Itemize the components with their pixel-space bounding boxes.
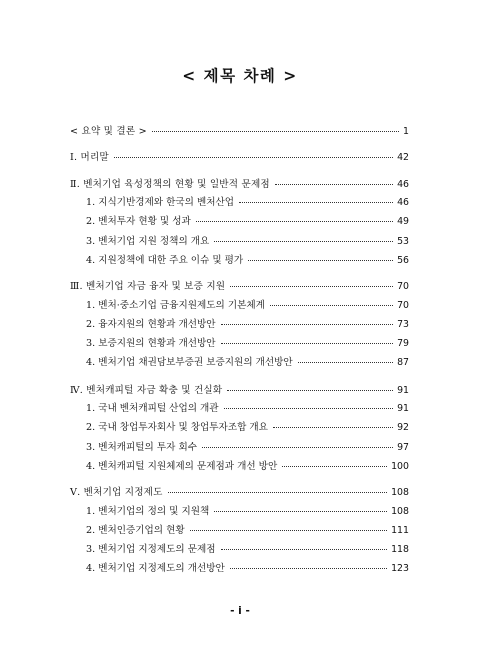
toc-page-number: 123 [391,563,409,574]
toc-page-number: 87 [397,357,409,368]
toc-page-number: 92 [397,422,409,433]
toc-dot-leader [270,305,393,306]
toc-section-entry [86,461,409,473]
toc-dot-leader [239,202,393,203]
toc-entry-title: 1. 국내 벤처캐피털 산업의 개관 [86,403,219,414]
toc-section-entry [86,236,409,248]
toc-section-entry [86,563,409,575]
toc-dot-leader [168,492,387,493]
toc-chapter-entry [70,179,409,191]
toc-entry-title: Ⅲ. 벤처기업 자금 융자 및 보증 지원 [70,281,226,292]
toc-dot-leader [196,221,393,222]
toc-dot-leader [248,260,393,261]
toc-dot-leader [152,131,399,132]
toc-dot-leader [275,184,393,185]
toc-page-number: 108 [391,487,409,498]
toc-page-number: 91 [397,403,409,414]
toc-section-entry [86,506,409,518]
toc-dot-leader [202,447,393,448]
toc-page-number: 70 [397,300,409,311]
toc-dot-leader [230,286,393,287]
toc-page-number: 1 [403,126,409,137]
toc-dot-leader [298,362,393,363]
toc-entry-title: < 요약 및 결론 > [70,126,147,137]
toc-page-number: 108 [391,506,409,517]
toc-page-number: 79 [397,338,409,349]
toc-section-entry [86,422,409,434]
toc-page-number: 70 [397,281,409,292]
toc-section-entry [86,216,409,228]
toc-entry-title: 4. 벤처기업 지정제도의 개선방안 [86,563,225,574]
toc-entry-title: 2. 국내 창업투자회사 및 창업투자조합 개요 [86,422,268,433]
toc-section-entry [86,319,409,331]
toc-entry-title: 4. 벤처캐피털 지원체제의 문제점과 개선 방안 [86,461,278,472]
toc-page-number: 100 [391,461,409,472]
toc-page-number: 56 [397,255,409,266]
toc-section-entry [86,442,409,454]
toc-entry-title: 4. 벤처기업 채권담보부증권 보증지원의 개선방안 [86,357,293,368]
toc-section-entry [86,357,409,369]
toc-dot-leader [230,568,387,569]
toc-section-entry [86,403,409,415]
toc-section-entry [86,197,409,209]
toc-dot-leader [221,324,394,325]
toc-entry-title: 3. 벤처기업 지정제도의 문제점 [86,544,216,555]
toc-dot-leader [273,427,393,428]
toc-dot-leader [227,390,393,391]
toc-dot-leader [214,241,393,242]
toc-chapter-entry [70,152,409,164]
toc-entry-title: 1. 벤처기업의 정의 및 지원책 [86,506,210,517]
toc-page-number: 91 [397,385,409,396]
toc-section-entry [86,338,409,350]
toc-section-entry [86,525,409,537]
toc-entry-title: 2. 융자지원의 현황과 개선방안 [86,319,216,330]
toc-page-number: 53 [397,236,409,247]
toc-page-number: 49 [397,216,409,227]
toc-chapter-entry [70,281,409,293]
toc-dot-leader [214,511,387,512]
toc-page-number: 42 [397,152,409,163]
toc-entry-title: 2. 벤처인증기업의 현황 [86,525,185,536]
toc-entry-title: Ⅰ. 머리말 [70,152,109,163]
page-title: < 제목 차례 > [182,66,298,85]
toc-page-number: 97 [397,442,409,453]
toc-page-number: 118 [391,544,409,555]
toc-dot-leader [221,549,388,550]
page-number-footer: - i - [230,605,250,617]
toc-page-number: 111 [391,525,409,536]
toc-entry-title: 1. 지식기반경제와 한국의 벤처산업 [86,197,235,208]
toc-section-entry [86,255,409,267]
toc-dot-leader [221,343,394,344]
toc-dot-leader [224,408,394,409]
toc-entry-title: Ⅳ. 벤처캐피털 자금 확충 및 건실화 [70,385,223,396]
toc-page-number: 73 [397,319,409,330]
toc-entry-title: 1. 벤처·중소기업 금융지원제도의 기본체계 [86,300,265,311]
toc-dot-leader [114,157,393,158]
toc-dot-leader [282,466,387,467]
toc-section-entry [86,300,409,312]
toc-entry-title: 2. 벤처투자 현황 및 성과 [86,216,191,227]
toc-entry-title: 3. 보증지원의 현황과 개선방안 [86,338,216,349]
toc-entry-title: 3. 벤처캐피털의 투자 회수 [86,442,197,453]
toc-page-number: 46 [397,179,409,190]
toc-entry-title: 4. 지원정책에 대한 주요 이슈 및 평가 [86,255,244,266]
toc-chapter-entry [70,126,409,138]
toc-page-number: 46 [397,197,409,208]
toc-section-entry [86,544,409,556]
toc-chapter-entry [70,487,409,499]
toc-chapter-entry [70,385,409,397]
toc-dot-leader [190,530,387,531]
toc-entry-title: 3. 벤처기업 지원 정책의 개요 [86,236,210,247]
toc-entry-title: Ⅴ. 벤처기업 지정제도 [70,487,163,498]
toc-entry-title: Ⅱ. 벤처기업 육성정책의 현황 및 일반적 문제점 [70,179,270,190]
